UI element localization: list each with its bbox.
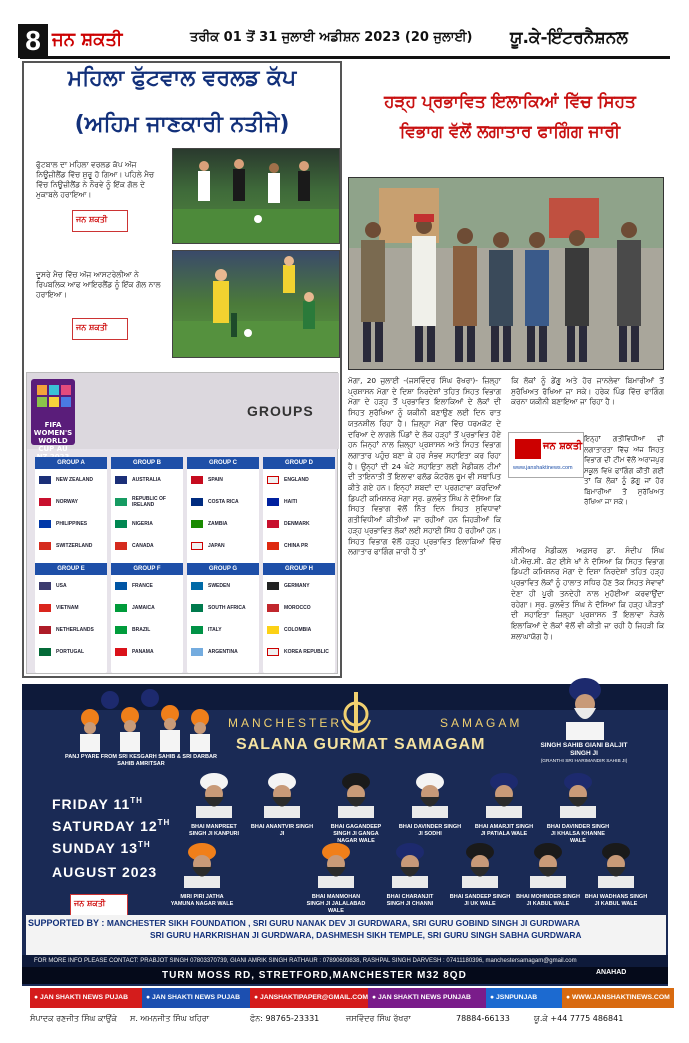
flag-icon — [115, 648, 127, 656]
ad-samagam-label: SAMAGAM — [440, 716, 523, 730]
groups-title: GROUPS — [247, 403, 314, 419]
team-row — [263, 469, 335, 491]
group-name: GROUP F — [111, 563, 183, 575]
flag-icon — [115, 542, 127, 550]
players-illustration — [173, 149, 339, 243]
players-illustration — [173, 251, 339, 357]
trophy-icon — [31, 379, 75, 419]
team-row — [187, 619, 259, 641]
team-row — [35, 641, 107, 663]
team-row — [187, 469, 259, 491]
team-name: JAMAICA — [132, 605, 155, 611]
supported-label: SUPPORTED BY : — [28, 918, 105, 928]
team-name: HAITI — [284, 499, 298, 505]
contact-item: ਸ. ਅਮਨਜੀਤ ਸਿੰਘ ਖਹਿਰਾ — [130, 1014, 210, 1023]
raagi-name: MIRI PIRI JATHA YAMUNA NAGAR WALE — [170, 894, 234, 907]
team-row — [263, 513, 335, 535]
flag-icon — [39, 604, 51, 612]
team-name: ARGENTINA — [208, 649, 238, 655]
raagi-name: BHAI CHARANJIT SINGH JI CHANNI — [386, 894, 434, 907]
raagi-portrait — [170, 842, 234, 912]
team-name: VIETNAM — [56, 605, 79, 611]
team-name: NIGERIA — [132, 521, 153, 527]
day-saturday — [52, 818, 170, 834]
flag-icon — [115, 498, 127, 506]
contact-item: ਜਸਵਿੰਦਰ ਸਿੰਘ ਰੱਖਰਾ — [346, 1014, 411, 1023]
singh-sahib-portrait — [560, 676, 610, 740]
portrait-illustration — [472, 772, 536, 818]
supporters-text-1: MANCHESTER SIKH FOUNDATION , SRI GURU NANAK DEV JI GURDWARA, SRI GURU GOBIND SINGH JI GURDWARA — [106, 918, 580, 928]
flag-icon — [191, 542, 203, 550]
team-name: NORWAY — [56, 499, 78, 505]
team-name: SWITZERLAND — [56, 543, 93, 549]
mini-logo-1 — [72, 210, 128, 232]
portrait-illustration — [560, 676, 610, 740]
group-card — [35, 457, 107, 567]
social-link-label: JAN SHAKTI NEWS PUNJAB — [378, 994, 471, 1001]
raagi-portrait — [250, 772, 314, 842]
team-row — [187, 513, 259, 535]
ad-manchester-label: MANCHESTER — [228, 716, 343, 730]
flag-icon — [39, 542, 51, 550]
team-row — [187, 491, 259, 513]
portrait-illustration — [584, 842, 648, 888]
team-row — [263, 575, 335, 597]
group-name: GROUP B — [111, 457, 183, 469]
group-name: GROUP G — [187, 563, 259, 575]
youtube-icon: ● — [34, 994, 40, 1001]
mini-logo-text: ਜਨ ਸ਼ਕਤੀ — [76, 323, 108, 332]
portrait-illustration — [378, 842, 442, 888]
team-name: PORTUGAL — [56, 649, 85, 655]
social-link[interactable] — [30, 988, 142, 1008]
raagi-name: BHAI WADHANS SINGH JI KABUL WALE — [584, 894, 648, 907]
group-name: GROUP H — [263, 563, 335, 575]
team-name: SOUTH AFRICA — [208, 605, 246, 611]
raagi-portrait — [584, 842, 648, 912]
team-name: SWEDEN — [208, 583, 230, 589]
team-row — [263, 619, 335, 641]
match-photo-2 — [172, 250, 340, 358]
team-row — [35, 619, 107, 641]
portrait-illustration — [546, 772, 610, 818]
contact-item: ਸੰਪਾਦਕ ਰਣਜੀਤ ਸਿੰਘ ਕਾਉਂਕੇ — [30, 1014, 117, 1023]
match-photo-1 — [172, 148, 340, 244]
masthead-logo: ਜਨ ਸ਼ਕਤੀ — [52, 29, 123, 50]
right-headline-line2: ਵਿਭਾਗ ਵੱਲੋਂ ਲਗਾਤਾਰ ਫਾਗਿੰਗ ਜਾਰੀ — [399, 122, 621, 142]
raagi-portrait — [546, 772, 610, 842]
social-link-label: JAN SHAKTI NEWS PUJAB — [40, 994, 128, 1001]
social-link-label: WWW.JANSHAKTINEWS.COM — [572, 994, 670, 1001]
group-card — [111, 563, 183, 673]
flag-icon — [267, 476, 279, 484]
raagi-name: BHAI DAVINDER SINGH JI SODHI — [398, 824, 462, 837]
team-row — [187, 575, 259, 597]
flag-icon — [191, 604, 203, 612]
team-row — [111, 641, 183, 663]
left-headline-line1: ਮਹਿਲਾ ਫੁੱਟਵਾਲ ਵਰਲਡ ਕੱਪ — [67, 66, 297, 91]
team-name: SPAIN — [208, 477, 223, 483]
flag-icon — [191, 626, 203, 634]
team-row — [187, 597, 259, 619]
social-link-label: JAN SHAKTI NEWS PUJAB — [152, 994, 240, 1001]
twitter-icon: ● — [490, 994, 496, 1001]
team-row — [263, 491, 335, 513]
raagi-name: BHAI MANPREET SINGH JI KANPURI — [188, 824, 240, 837]
mini-logo-2 — [72, 318, 128, 340]
raagi-portrait — [448, 842, 512, 912]
team-row — [111, 469, 183, 491]
article-column-2b: ਇਨ੍ਹਾਂ ਗਤੀਵਿਧੀਆਂ ਦੀ ਲਗਾਤਾਰਤਾ ਵਿੱਚ ਅੱਜ ਸਿਹਤ ਵਿਭਾਗ ਦੀ ਟੀਮ ਵੱਲੋਂ ਅਰਾਜਪੁਰ ਸਕੂਲ ਵਿਖੇ ਫਾਗਿੰਗ ਕੀਤੀ ਗਈ ਤਾਂ ਕਿ ਲੋਕਾਂ ਨੂੰ ਡੇਂਗੂ ਜਾਂ ਹੋਰ ਬਿਮਾਰੀਆਂ ਤੋਂ ਸੁਰੱਖਿਅਤ ਰੱਖਿਆ ਜਾ ਸਕੇ। — [584, 435, 664, 506]
portrait-illustration — [170, 842, 234, 888]
team-name: AUSTRALIA — [132, 477, 161, 483]
raagi-portrait — [378, 842, 442, 912]
day-suffix: TH — [138, 840, 151, 849]
right-headline-line1: ਹੜ੍ਹ ਪ੍ਰਭਾਵਿਤ ਇਲਾਕਿਆਂ ਵਿੱਚ ਸਿਹਤ — [384, 92, 636, 112]
panj-pyare-group — [70, 688, 220, 752]
portrait-illustration — [448, 842, 512, 888]
team-name: REPUBLIC OF IRELAND — [132, 496, 166, 508]
raagi-portrait — [398, 772, 462, 842]
article-logo-text: ਜਨ ਸ਼ਕਤੀ — [543, 441, 583, 452]
flag-icon — [115, 520, 127, 528]
day-text: SATURDAY 12 — [52, 818, 158, 834]
contact-info-strip: FOR MORE INFO PLEASE CONTACT: PRABJOT SINGH 07803370739, GIANI AMRIK SINGH RATHAUR : 07890609838, RASHPAL SINGH DARVESH : 07411180396, manchestersamagam@gmail.com — [22, 955, 668, 967]
day-sunday — [52, 840, 151, 856]
mini-logo-text: ਜਨ ਸ਼ਕਤੀ — [76, 215, 108, 224]
event-month: AUGUST 2023 — [52, 864, 158, 880]
logo-mark — [515, 439, 541, 459]
flag-icon — [39, 520, 51, 528]
world-cup-logo — [31, 379, 75, 453]
team-row — [35, 597, 107, 619]
world-cup-groups-graphic — [26, 372, 338, 674]
portrait-illustration — [324, 772, 388, 818]
supporters-line1 — [28, 918, 580, 928]
portrait-illustration — [398, 772, 462, 818]
team-name: GERMANY — [284, 583, 310, 589]
flag-icon — [115, 626, 127, 634]
social-link[interactable] — [142, 988, 250, 1008]
article-column-2c: ਸੀਨੀਅਰ ਮੈਡੀਕਲ ਅਫ਼ਸਰ ਡਾ. ਸੰਦੀਪ ਸਿੰਘ ਪੀ.ਐਚ.ਸੀ. ਕੋਟ ਈਸੇ ਖਾਂ ਨੇ ਦੱਸਿਆ ਕਿ ਸਿਹਤ ਵਿਭਾਗ ਡਿਪਟੀ ਕਮਿਸ਼ਨਰ ਮੋਗਾ ਦੇ ਦਿਸ਼ਾ ਨਿਰਦੇਸ਼ਾਂ ਤਹਿਤ ਹੜ੍ਹ ਪ੍ਰਭਾਵਿਤ ਲੋਕਾਂ ਨੂੰ ਹਾਲਾਤ ਸਧਿਰ ਹੋਣ ਤੱਕ ਸਿਹਤ ਸੇਵਾਵਾਂ ਦੇਣਾ ਹੀ ਪੂਰੀ ਤਨਦੇਹੀ ਨਾਲ ਮੁਹੱਈਆ ਕਰਵਾਉਂਦਾ ਰਹੇਗਾ। ਸ੍ਰ. ਕੁਲਵੰਤ ਸਿੰਘ ਨੇ ਦੱਸਿਆ ਕਿ ਹੜ੍ਹ ਪੀੜਤਾਂ ਦੀ ਸਹਾਇਤਾ ਜ਼ਿਲ੍ਹਾ ਪ੍ਰਸ਼ਾਸਨ ਤੋਂ ਇਲਾਵਾ ਨੇੜਲੇ ਇਲਾਕਿਆਂ ਦੇ ਲੋਕਾਂ ਵੱਲੋਂ ਵੀ ਕੀਤੀ ਜਾ ਰਹੀ ਹੈ ਜਿਹੜੀ ਕਿ ਸ਼ਲਾਘਾਯੋਗ ਹੈ। — [511, 546, 664, 641]
day-suffix: TH — [130, 796, 143, 805]
raagi-name: BHAI DAVINDER SINGH JI KHALSA KHANNE WALE — [546, 824, 610, 844]
portrait-illustration — [304, 842, 368, 888]
raagi-name: BHAI GAGANDEEP SINGH JI GANGA NAGAR WALE — [330, 824, 382, 844]
social-link-label: JANSHAKTIPAPER@GMAIL.COM — [260, 994, 368, 1001]
article-column-1: ਮੋਗਾ, 20 ਜੁਲਾਈ -(ਜਸਵਿੰਦਰ ਸਿੰਘ ਰੱਖਰਾ)- ਜ਼ਿਲ੍ਹਾ ਪ੍ਰਸ਼ਾਸਨ ਮੋਗਾ ਦੇ ਦਿਸ਼ਾ ਨਿਰਦੇਸ਼ਾਂ ਤਹਿਤ ਸਿਹਤ ਵਿਭਾਗ ਮੋਗਾ ਦੇ ਹੜ੍ਹ ਤੋਂ ਪ੍ਰਭਾਵਿਤ ਇਲਾਕਿਆਂ ਦੇ ਲੋਕਾਂ ਦੀ ਸਿਹਤ ਸੁਰੱਖਿਆ ਨੂੰ ਯਕੀਨੀ ਬਣਾਉਣ ਲਈ ਦਿਨ ਰਾਤ ਯਤਨਸ਼ੀਲ ਰਿਹਾ ਹੈ। ਜ਼ਿਲ੍ਹਾ ਮੋਗਾ ਵਿੱਚ ਧਰਮਕੋਟ ਦੇ ਦਰਿਆ ਦੇ ਲਾਗਲੇ ਪਿੰਡਾਂ ਦੇ ਲੋਕ ਹੜ੍ਹਾਂ ਤੋਂ ਪ੍ਰਭਾਵਿਤ ਹੋਏ ਹਨ ਜਿਨ੍ਹਾਂ ਨਾਲ ਜ਼ਿਲ੍ਹਾ ਪ੍ਰਸ਼ਾਸਨ ਅਤੇ ਸਿਹਤ ਵਿਭਾਗ ਲਗਾਤਾਰ ਪਹੁੰਚ ਬਣਾ ਕੇ ਹਰ ਸੰਭਵ ਸਹਾਇਤਾ ਕਰ ਰਿਹਾ ਹੈ। ਉਨ੍ਹਾਂ ਦੀ 24 ਘੰਟੇ ਸਹਾਇਤਾ ਲਈ ਮੈਡੀਕਲ ਟੀਮਾਂ ਦੀ ਤਾਇਨਾਤੀ ਤੋਂ ਇਲਾਵਾ ਫਲੱਡ ਕੰਟਰੋਲ ਰੂਮ ਵੀ ਸਥਾਪਿਤ ਕੀਤੇ ਗਏ ਹਨ। ਇਨ੍ਹਾਂ ਸ਼ਬਦਾਂ ਦਾ ਪ੍ਰਗਟਾਵਾ ਕਰਦਿਆਂ ਡਿਪਟੀ ਕਮਿਸ਼ਨਰ ਮੋਗਾ ਸ੍ਰ. ਕੁਲਵੰਤ ਸਿੰਘ ਨੇ ਦੱਸਿਆ ਕਿ ਸਿਹਤ ਵਿਭਾਗ ਵੱਲੋਂ ਨਿੱਤ ਦਿਨ ਸਿਹਤ ਸੁਵਿਧਾਵਾਂ ਗਤੀਵਿਧੀਆਂ ਕੀਤੀਆਂ ਜਾ ਰਹੀਆਂ ਹਨ ਜਿਹੜੀਆਂ ਕਿ ਹੜ੍ਹ ਪ੍ਰਭਾਵਿਤ ਲੋਕਾਂ ਲਈ ਸਹਾਈ ਸਿੱਧ ਹੋ ਰਹੀਆਂ ਹਨ। ਸਿਹਤ ਵਿਭਾਗ ਵੱਲੋਂ ਹੜ੍ਹ ਪ੍ਰਭਾਵਿਤ ਇਲਾਕਿਆਂ ਵਿੱਚ ਲਗਾਤਾਰ ਫਾਗਿੰਗ ਜਾਰੀ ਹੈ ਤਾਂ — [348, 376, 501, 557]
match-report-1: ਫੁੱਟਬਾਲ ਦਾ ਮਹਿਲਾ ਵਰਲਡ ਕੱਪ ਅੱਜ ਨਿਊਜ਼ੀਲੈਂਡ ਵਿੱਚ ਸ਼ੁਰੂ ਹੋ ਗਿਆ। ਪਹਿਲੇ ਮੈਚ ਵਿੱਚ ਨਿਊਜ਼ੀਲੈਂਡ ਨੇ ਨੌਰਵੇ ਨੂੰ ਇੱਕ ਗੋਲ ਦੇ ਮੁਕਾਬਲੇ ਹਰਾਇਆ। — [36, 160, 155, 199]
flag-icon — [267, 648, 279, 656]
instagram-icon: ● — [372, 994, 378, 1001]
team-row — [263, 641, 335, 663]
portrait-illustration — [182, 772, 246, 818]
team-row — [263, 597, 335, 619]
group-card — [263, 457, 335, 567]
match-report-2: ਦੂਸਰੇ ਮੈਚ ਵਿੱਚ ਅੱਜ ਆਸਟਰੇਲੀਆ ਨੇ ਰਿਪਬਲਿਕ ਆਫ ਆਇਰਲੈਂਡ ਨੂੰ ਇੱਕ ਗੋਲ ਨਾਲ ਹਰਾਇਆ। — [36, 270, 161, 299]
day-suffix: TH — [157, 818, 171, 827]
social-link[interactable] — [368, 988, 486, 1008]
team-name: COSTA RICA — [208, 499, 239, 505]
flag-icon — [267, 582, 279, 590]
raagi-name: BHAI MANMOHAN SINGH JI JALALABAD WALE — [306, 894, 366, 914]
team-row — [111, 619, 183, 641]
group-card — [187, 457, 259, 567]
flag-icon — [267, 542, 279, 550]
edition-date: ਤਰੀਕ 01 ਤੋਂ 31 ਜੁਲਾਈ ਅਡੀਸ਼ਨ 2023 (20 ਜੁਲਾਈ) — [190, 30, 473, 45]
raagi-name: BHAI AMARJIT SINGH JI PATIALA WALE — [474, 824, 534, 837]
team-row — [111, 513, 183, 535]
health-team-photo — [348, 177, 664, 370]
group-card — [263, 563, 335, 673]
social-links-bar — [30, 988, 674, 1008]
article-logo — [508, 432, 584, 478]
team-name: PANAMA — [132, 649, 154, 655]
raagi-portrait — [472, 772, 536, 842]
flag-icon — [191, 498, 203, 506]
left-headline-line2: (ਅਹਿਮ ਜਾਣਕਾਰੀ ਨਤੀਜੇ) — [74, 112, 290, 137]
flag-icon — [267, 604, 279, 612]
page-number: 8 — [18, 24, 48, 58]
panj-pyare-caption: PANJ PYARE FROM SRI KESGARH SAHIB & SRI DARBAR SAHIB AMRITSAR — [65, 754, 217, 767]
flag-icon — [191, 476, 203, 484]
portrait-illustration — [516, 842, 580, 888]
team-name: USA — [56, 583, 67, 589]
article-logo-url: www.janshaktinews.com — [513, 465, 573, 471]
social-link-label: JSNPUNJAB — [496, 994, 538, 1001]
flag-icon — [267, 498, 279, 506]
contact-item: ਯੂ.ਕੇ +44 7775 486841 — [534, 1014, 624, 1023]
team-name: DENMARK — [284, 521, 310, 527]
mail-icon: ● — [254, 994, 260, 1001]
day-friday — [52, 796, 143, 812]
article-column-2a: ਕਿ ਲੋਕਾਂ ਨੂੰ ਡੇਂਗੂ ਅਤੇ ਹੋਰ ਜਾਨਲੇਵਾ ਬਿਮਾਰੀਆਂ ਤੋਂ ਸੁਰੱਖਿਅਤ ਰੱਖਿਆ ਜਾ ਸਕੇ। ਹਰੇਕ ਪਿੰਡ ਵਿੱਚ ਫਾਗਿੰਗ ਕਰਨਾ ਯਕੀਨੀ ਬਣਾਇਆ ਜਾ ਰਿਹਾ ਹੈ। — [511, 376, 664, 407]
khanda-icon — [338, 690, 374, 734]
team-name: NETHERLANDS — [56, 627, 94, 633]
team-name: KOREA REPUBLIC — [284, 649, 329, 655]
contact-item: ਫੋਨ: 98765-23331 — [250, 1014, 320, 1023]
team-name: ENGLAND — [284, 477, 309, 483]
globe-icon: ● — [566, 994, 572, 1001]
social-link[interactable] — [250, 988, 368, 1008]
flag-icon — [39, 498, 51, 506]
flag-icon — [39, 582, 51, 590]
singh-sahib-name: SINGH SAHIB GIANI BALJIT SINGH JI — [540, 742, 628, 757]
team-row — [35, 575, 107, 597]
team-name: CANADA — [132, 543, 154, 549]
team-row — [111, 535, 183, 557]
panj-pyare-illustration — [70, 688, 220, 752]
facebook-icon: ● — [146, 994, 152, 1001]
mini-logo-text: ਜਨ ਸ਼ਕਤੀ — [74, 899, 106, 908]
team-name: MOROCCO — [284, 605, 311, 611]
flag-icon — [115, 604, 127, 612]
team-name: JAPAN — [208, 543, 225, 549]
team-row — [111, 575, 183, 597]
group-name: GROUP D — [263, 457, 335, 469]
flag-icon — [39, 476, 51, 484]
venue-address: TURN MOSS RD, STRETFORD,MANCHESTER M32 8QD — [22, 967, 668, 984]
social-link[interactable] — [562, 988, 674, 1008]
group-name: GROUP E — [35, 563, 107, 575]
day-text: FRIDAY 11 — [52, 796, 131, 812]
team-row — [111, 491, 183, 513]
team-name: COLOMBIA — [284, 627, 312, 633]
team-row — [263, 535, 335, 557]
flag-icon — [39, 648, 51, 656]
team-row — [187, 641, 259, 663]
flag-icon — [267, 626, 279, 634]
group-photo-illustration — [349, 178, 663, 369]
team-row — [111, 597, 183, 619]
flag-icon — [191, 582, 203, 590]
article-body — [348, 376, 664, 676]
team-name: BRAZIL — [132, 627, 151, 633]
raagi-name: BHAI ANANTVIR SINGH JI — [250, 824, 314, 837]
group-card — [111, 457, 183, 567]
portrait-illustration — [250, 772, 314, 818]
raagi-portrait — [324, 772, 388, 842]
team-name: PHILIPPINES — [56, 521, 88, 527]
flag-icon — [191, 648, 203, 656]
ad-title: SALANA GURMAT SAMAGAM — [236, 736, 486, 753]
group-card — [187, 563, 259, 673]
social-link[interactable] — [486, 988, 562, 1008]
flag-icon — [191, 520, 203, 528]
flag-icon — [115, 476, 127, 484]
singh-sahib-title: (GRANTHI SRI HARIMANDIR SAHIB JI) — [540, 759, 628, 764]
team-name: NEW ZEALAND — [56, 477, 93, 483]
raagi-portrait — [182, 772, 246, 842]
team-name: CHINA PR — [284, 543, 308, 549]
team-row — [187, 535, 259, 557]
team-row — [35, 491, 107, 513]
supporters-line2: SRI GURU HARKRISHAN JI GURDWARA, DASHMESH SIKH TEMPLE, SRI GURU SINGH SABHA GURDWARA — [150, 930, 582, 940]
team-name: ITALY — [208, 627, 222, 633]
team-row — [35, 513, 107, 535]
flag-icon — [39, 626, 51, 634]
raagi-portrait — [304, 842, 368, 912]
raagi-portrait — [516, 842, 580, 912]
contact-item: 78884-66133 — [456, 1014, 510, 1023]
raagi-name: BHAI MOHINDER SINGH JI KABUL WALE — [516, 894, 580, 907]
team-name: ZAMBIA — [208, 521, 228, 527]
group-name: GROUP C — [187, 457, 259, 469]
raagi-name: BHAI SANDEEP SINGH JI UK WALE — [449, 894, 511, 907]
team-row — [35, 535, 107, 557]
section-title: ਯੂ.ਕੇ-ਇੰਟਰਨੈਸ਼ਨਲ — [510, 28, 628, 48]
team-name: FRANCE — [132, 583, 153, 589]
flag-icon — [267, 520, 279, 528]
team-row — [35, 469, 107, 491]
contact-bar — [30, 1010, 674, 1028]
day-text: SUNDAY 13 — [52, 840, 139, 856]
group-card — [35, 563, 107, 673]
header-rule — [20, 56, 670, 59]
anahad-logo: ANAHAD — [596, 969, 627, 976]
world-cup-logo-text: FIFA WOMEN'S WORLD CUP AU — [33, 421, 73, 453]
group-name: GROUP A — [35, 457, 107, 469]
flag-icon — [115, 582, 127, 590]
